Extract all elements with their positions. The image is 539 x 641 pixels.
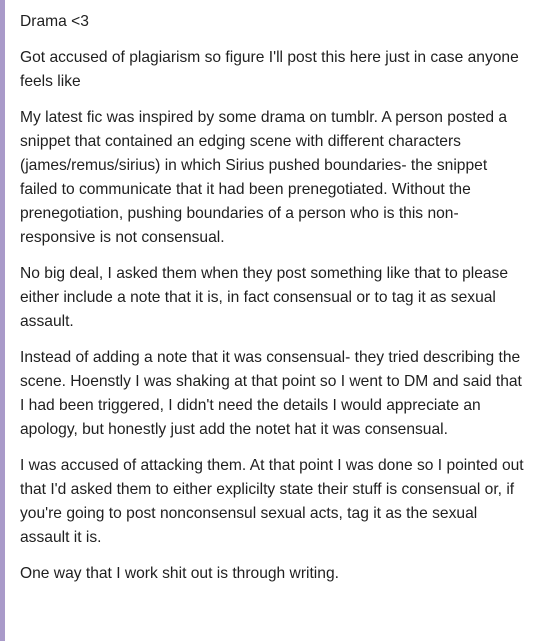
post-paragraph: Got accused of plagiarism so figure I'll post this here just in case anyone feels like [20, 49, 519, 90]
left-accent-bar [0, 0, 5, 641]
post-paragraph: Instead of adding a note that it was consensual- they tried describing the scene. Hoenstly I was shaking at that point so I went to DM and said that I had been triggered, I didn't need the details I would appreciate an apology, but honestly just add the notet hat it was consensual. [20, 349, 522, 438]
post-paragraph: No big deal, I asked them when they post something like that to please either include a note that it is, in fact consensual or to tag it as sexual assault. [20, 265, 509, 330]
post-paragraph: I was accused of attacking them. At that point I was done so I pointed out that I'd asked them to either explicilty state their stuff is consensual or, if you're going to post nonconsensul sexual acts, tag it as the sexual assault it is. [20, 457, 524, 546]
post-body [20, 10, 525, 598]
post-paragraph: My latest fic was inspired by some drama on tumblr. A person posted a snippet that contained an edging scene with different characters (james/remus/sirius) in which Sirius pushed boundaries- the snippet failed to communicate that it had been prenegotiated. Without the prenegotiation, pushing boundaries of a person who is this non-responsive is not consensual. [20, 109, 508, 246]
post-title: Drama <3 [20, 13, 89, 30]
post-paragraph: One way that I work shit out is through writing. [20, 565, 339, 582]
